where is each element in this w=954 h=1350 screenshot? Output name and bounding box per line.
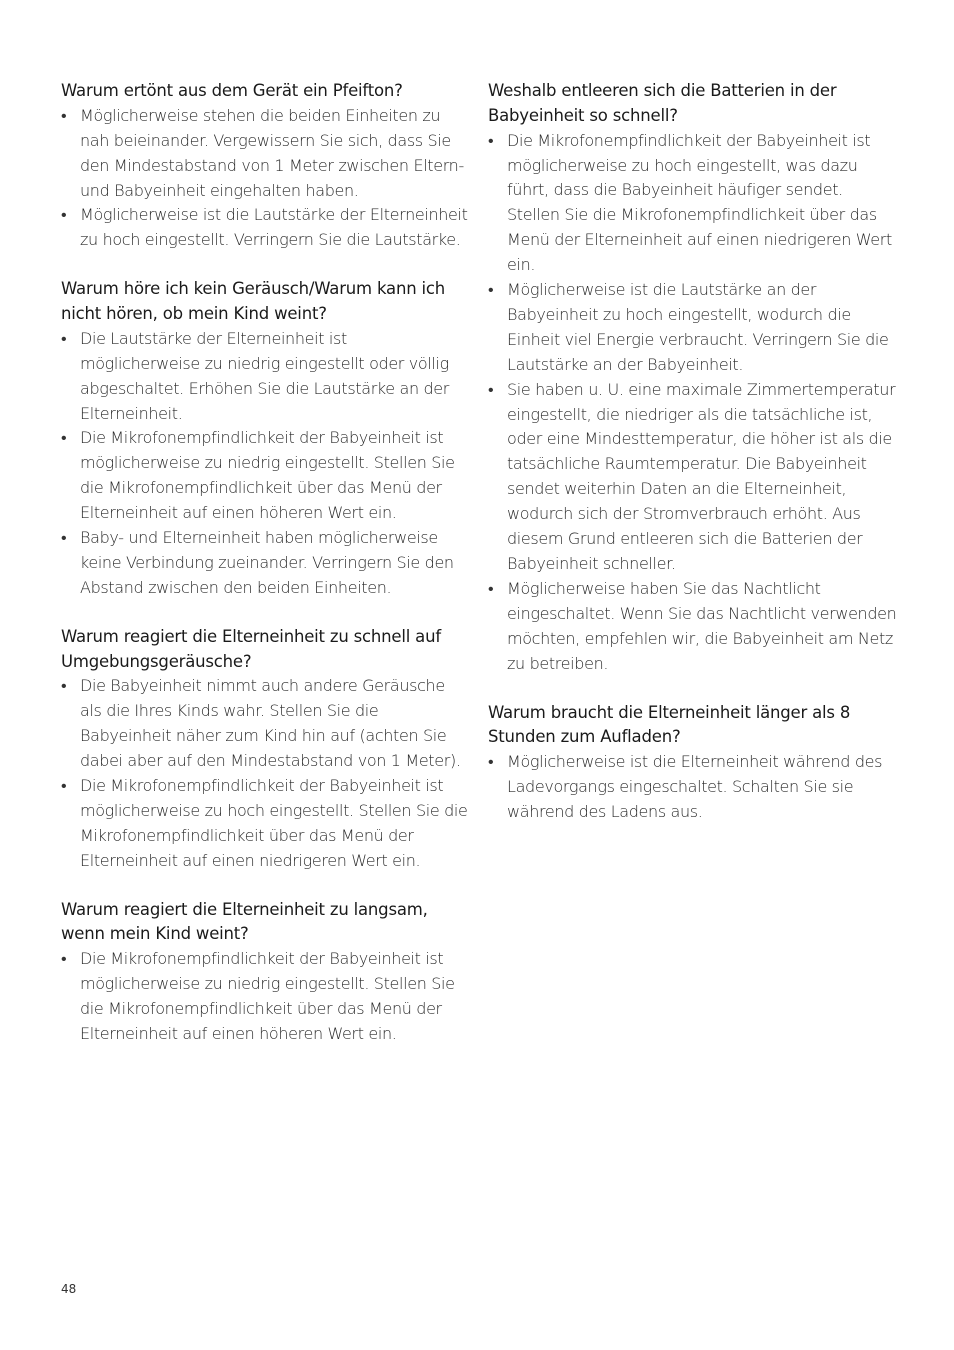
faq-section-charging bbox=[488, 701, 898, 825]
faq-section-too-fast bbox=[61, 625, 471, 874]
bullet-item: • Die Mikrofonempfindlichkeit der Babyeinheit ist möglicherweise zu niedrig eingestellt. Stellen Sie die Mikrofonempfindlichkeit über das Menü der Elterneinheit auf einen höheren Wert ein. bbox=[61, 426, 471, 526]
bullet-item: • Möglicherweise stehen die beiden Einheiten zu nah beieinander. Vergewissern Sie sich, dass Sie den Mindestabstand von 1 Meter zwischen Eltern- und Babyeinheit eingehalten haben. bbox=[61, 104, 471, 204]
section-heading: Warum reagiert die Elterneinheit zu langsam, wenn mein Kind weint? bbox=[61, 899, 428, 944]
page-number: 48 bbox=[61, 1282, 77, 1296]
section-heading: Warum reagiert die Elterneinheit zu schnell auf Umgebungsgeräusche? bbox=[61, 626, 441, 671]
faq-section-whistle bbox=[61, 79, 471, 253]
bullet-item: • Möglicherweise haben Sie das Nachtlicht eingeschaltet. Wenn Sie das Nachtlicht verwenden möchten, empfehlen wir, die Babyeinheit am Netz zu betreiben. bbox=[488, 577, 898, 677]
bullet-list bbox=[61, 327, 471, 601]
bullet-list bbox=[61, 947, 471, 1047]
bullet-list bbox=[488, 129, 898, 677]
bullet-item: • Die Mikrofonempfindlichkeit der Babyeinheit ist möglicherweise zu hoch eingestellt, was dazu führt, dass die Babyeinheit häufiger sendet. Stellen Sie die Mikrofonempfindlichkeit über das Menü der Elterneinheit auf einen niedrigeren Wert ein. bbox=[488, 129, 898, 278]
bullet-item: • Die Babyeinheit nimmt auch andere Geräusche als die Ihres Kinds wahr. Stellen Sie die Babyeinheit näher zum Kind hin auf (achten Sie dabei aber auf den Mindestabstand von 1 Meter). bbox=[61, 674, 471, 774]
bullet-item: • Möglicherweise ist die Lautstärke der Elterneinheit zu hoch eingestellt. Verringern Sie die Lautstärke. bbox=[61, 203, 471, 253]
bullet-item: • Die Mikrofonempfindlichkeit der Babyeinheit ist möglicherweise zu niedrig eingestellt. Stellen Sie die Mikrofonempfindlichkeit über das Menü der Elterneinheit auf einen höheren Wert ein. bbox=[61, 947, 471, 1047]
bullet-item: • Die Mikrofonempfindlichkeit der Babyeinheit ist möglicherweise zu hoch eingestellt. Stellen Sie die Mikrofonempfindlichkeit über das Menü der Elterneinheit auf einen niedrigeren Wert ein. bbox=[61, 774, 471, 874]
faq-section-battery bbox=[488, 79, 898, 677]
bullet-list bbox=[61, 104, 471, 253]
bullet-item: • Möglicherweise ist die Lautstärke an der Babyeinheit zu hoch eingestellt, wodurch die Einheit viel Energie verbraucht. Verringern Sie die Lautstärke an der Babyeinheit. bbox=[488, 278, 898, 378]
faq-section-too-slow bbox=[61, 898, 471, 1047]
right-column bbox=[488, 79, 898, 849]
bullet-item: • Die Lautstärke der Elterneinheit ist möglicherweise zu niedrig eingestellt oder völlig abgeschaltet. Erhöhen Sie die Lautstärke an der Elterneinheit. bbox=[61, 327, 471, 427]
bullet-item: • Sie haben u. U. eine maximale Zimmertemperatur eingestellt, die niedriger als die tatsächliche ist, oder eine Mindesttemperatur, die höher ist als die tatsächliche Raumtemperatur. Die Babyeinheit sendet weiterhin Daten an die Elterneinheit, wodurch sich der Stromverbrauch erhöht. Aus diesem Grund entleeren sich die Batterien der Babyeinheit schneller. bbox=[488, 378, 898, 577]
bullet-item: • Baby- und Elterneinheit haben möglicherweise keine Verbindung zueinander. Verringern Sie den Abstand zwischen den beiden Einheiten. bbox=[61, 526, 471, 601]
section-heading: Warum braucht die Elterneinheit länger als 8 Stunden zum Aufladen? bbox=[488, 702, 851, 747]
bullet-item: • Möglicherweise ist die Elterneinheit während des Ladevorgangs eingeschaltet. Schalten Sie sie während des Ladens aus. bbox=[488, 750, 898, 825]
faq-section-no-sound bbox=[61, 277, 471, 601]
left-column bbox=[61, 79, 471, 1071]
bullet-list bbox=[61, 674, 471, 873]
bullet-list bbox=[488, 750, 898, 825]
section-heading: Warum höre ich kein Geräusch/Warum kann ich nicht hören, ob mein Kind weint? bbox=[61, 279, 446, 324]
section-heading: Weshalb entleeren sich die Batterien in der Babyeinheit so schnell? bbox=[488, 81, 837, 125]
section-heading: Warum ertönt aus dem Gerät ein Pfeifton? bbox=[61, 81, 403, 100]
